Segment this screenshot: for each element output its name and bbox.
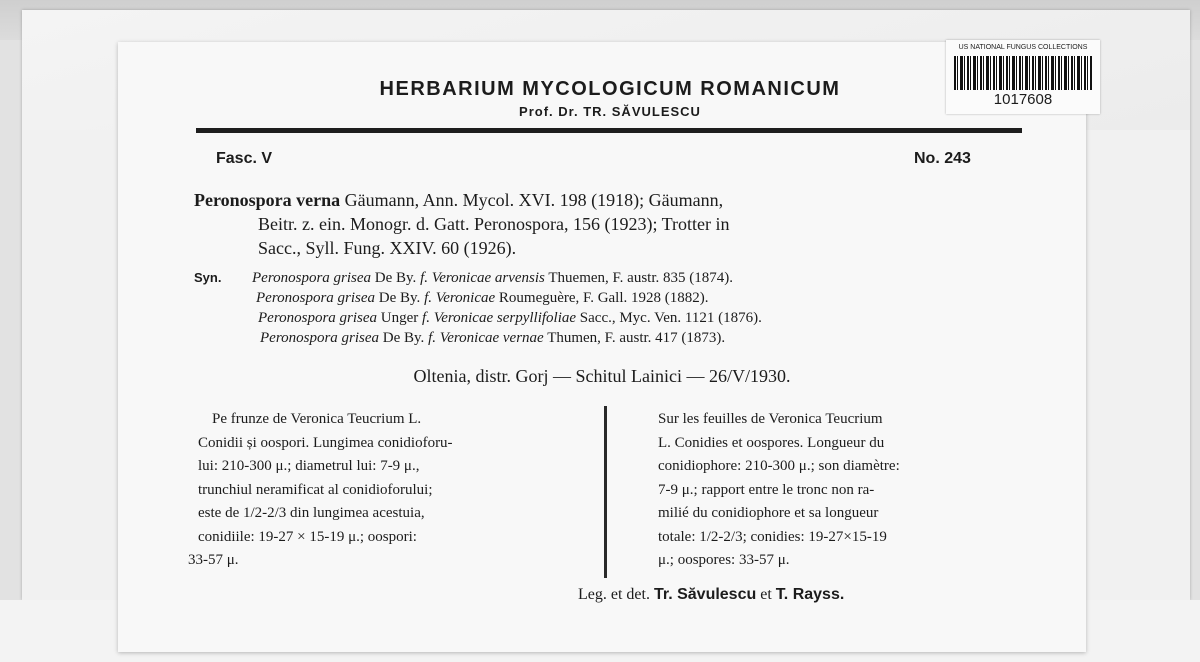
- synonym-author: Unger: [377, 310, 423, 326]
- synonym-ref: Sacc., Myc. Ven. 1121 (1876).: [576, 310, 762, 326]
- header-rule: [196, 128, 1022, 133]
- specimen-number: No. 243: [914, 150, 971, 167]
- herbarium-title: HERBARIUM MYCOLOGICUM ROMANICUM: [379, 78, 841, 100]
- barcode-image: [954, 56, 1092, 90]
- synonym-row: [194, 268, 1024, 288]
- legit-determinavit: [578, 586, 844, 604]
- synonym-row: [194, 308, 1024, 328]
- species-citation: [194, 188, 1024, 260]
- synonyms-label: Syn.: [194, 270, 222, 285]
- barcode-number: 1017608: [993, 91, 1053, 108]
- synonym-author: De By.: [375, 290, 425, 306]
- description-line: este de 1/2-2/3 din lungimea acestuia,: [198, 505, 425, 521]
- collection-locality: Oltenia, distr. Gorj — Schitul Lainici — 26/V/1930.: [413, 366, 791, 386]
- description-romanian: [188, 408, 588, 573]
- species-citation-1: Gäumann, Ann. Mycol. XVI. 198 (1918); Gäumann,: [340, 190, 724, 210]
- synonym-ref: Thumen, F. austr. 417 (1873).: [543, 330, 726, 346]
- description-line: milié du conidiophore et sa longueur: [658, 505, 879, 521]
- collector-name: Tr. Săvulescu: [653, 586, 757, 603]
- species-name: Peronospora verna: [194, 190, 341, 210]
- synonym-form: f. Veronicae vernae: [428, 330, 544, 346]
- description-line: totale: 1/2-2/3; conidies: 19-27×15-19: [658, 528, 887, 545]
- synonym-form: f. Veronicae: [424, 290, 496, 306]
- description-line: μ.; oospores: 33-57 μ.: [658, 552, 790, 568]
- specimen-label: [118, 42, 1086, 652]
- barcode-tag: [946, 40, 1100, 114]
- description-french: [658, 408, 1038, 573]
- synonym-form: f. Veronicae serpyllifoliae: [422, 310, 577, 326]
- synonym-form: f. Veronicae arvensis: [420, 270, 545, 286]
- synonym-genus: Peronospora grisea: [258, 310, 378, 326]
- synonym-author: De By.: [379, 330, 429, 346]
- column-divider: [604, 406, 607, 578]
- synonym-row: [194, 328, 1024, 348]
- synonym-author: De By.: [371, 270, 421, 286]
- synonym-genus: Peronospora grisea: [260, 330, 380, 346]
- species-line-2: Beitr. z. ein. Monogr. d. Gatt. Peronospora, 156 (1923); Trotter in: [258, 214, 730, 234]
- synonym-ref: Thuemen, F. austr. 835 (1874).: [544, 270, 733, 286]
- synonym-ref: Roumeguère, F. Gall. 1928 (1882).: [495, 290, 709, 306]
- species-line-1: [194, 188, 1024, 212]
- legit-prefix: Leg. et det.: [578, 586, 654, 603]
- description-line: 33-57 μ.: [188, 552, 239, 568]
- species-line-3: Sacc., Syll. Fung. XXIV. 60 (1926).: [258, 238, 517, 258]
- description-line: Pe frunze de Veronica Teucrium L.: [212, 411, 422, 427]
- description-line: conidiile: 19-27 × 15-19 μ.; oospori:: [198, 528, 417, 545]
- description-line: 7-9 μ.; rapport entre le tronc non ra-: [658, 481, 875, 498]
- synonyms-block: [194, 268, 1024, 348]
- fascicle-number: Fasc. V: [216, 150, 273, 167]
- description-line: Sur les feuilles de Veronica Teucrium: [658, 411, 883, 427]
- description-line: conidiophore: 210-300 μ.; son diamètre:: [658, 458, 900, 474]
- herbarium-subtitle: Prof. Dr. TR. SĂVULESCU: [519, 104, 701, 119]
- determiner-name: T. Rayss.: [775, 586, 845, 603]
- description-line: Conidii și oospori. Lungimea conidioforu-: [198, 434, 453, 451]
- description-line: L. Conidies et oospores. Longueur du: [658, 434, 885, 451]
- synonym-row: [194, 288, 1024, 308]
- legit-conjunction: et: [756, 586, 776, 603]
- synonym-genus: Peronospora grisea: [256, 290, 376, 306]
- synonym-genus: Peronospora grisea: [252, 270, 372, 286]
- description-line: lui: 210-300 μ.; diametrul lui: 7-9 μ.,: [198, 458, 420, 474]
- description-line: trunchiul neramificat al conidioforului;: [198, 481, 433, 498]
- barcode-caption: US NATIONAL FUNGUS COLLECTIONS: [958, 44, 1088, 51]
